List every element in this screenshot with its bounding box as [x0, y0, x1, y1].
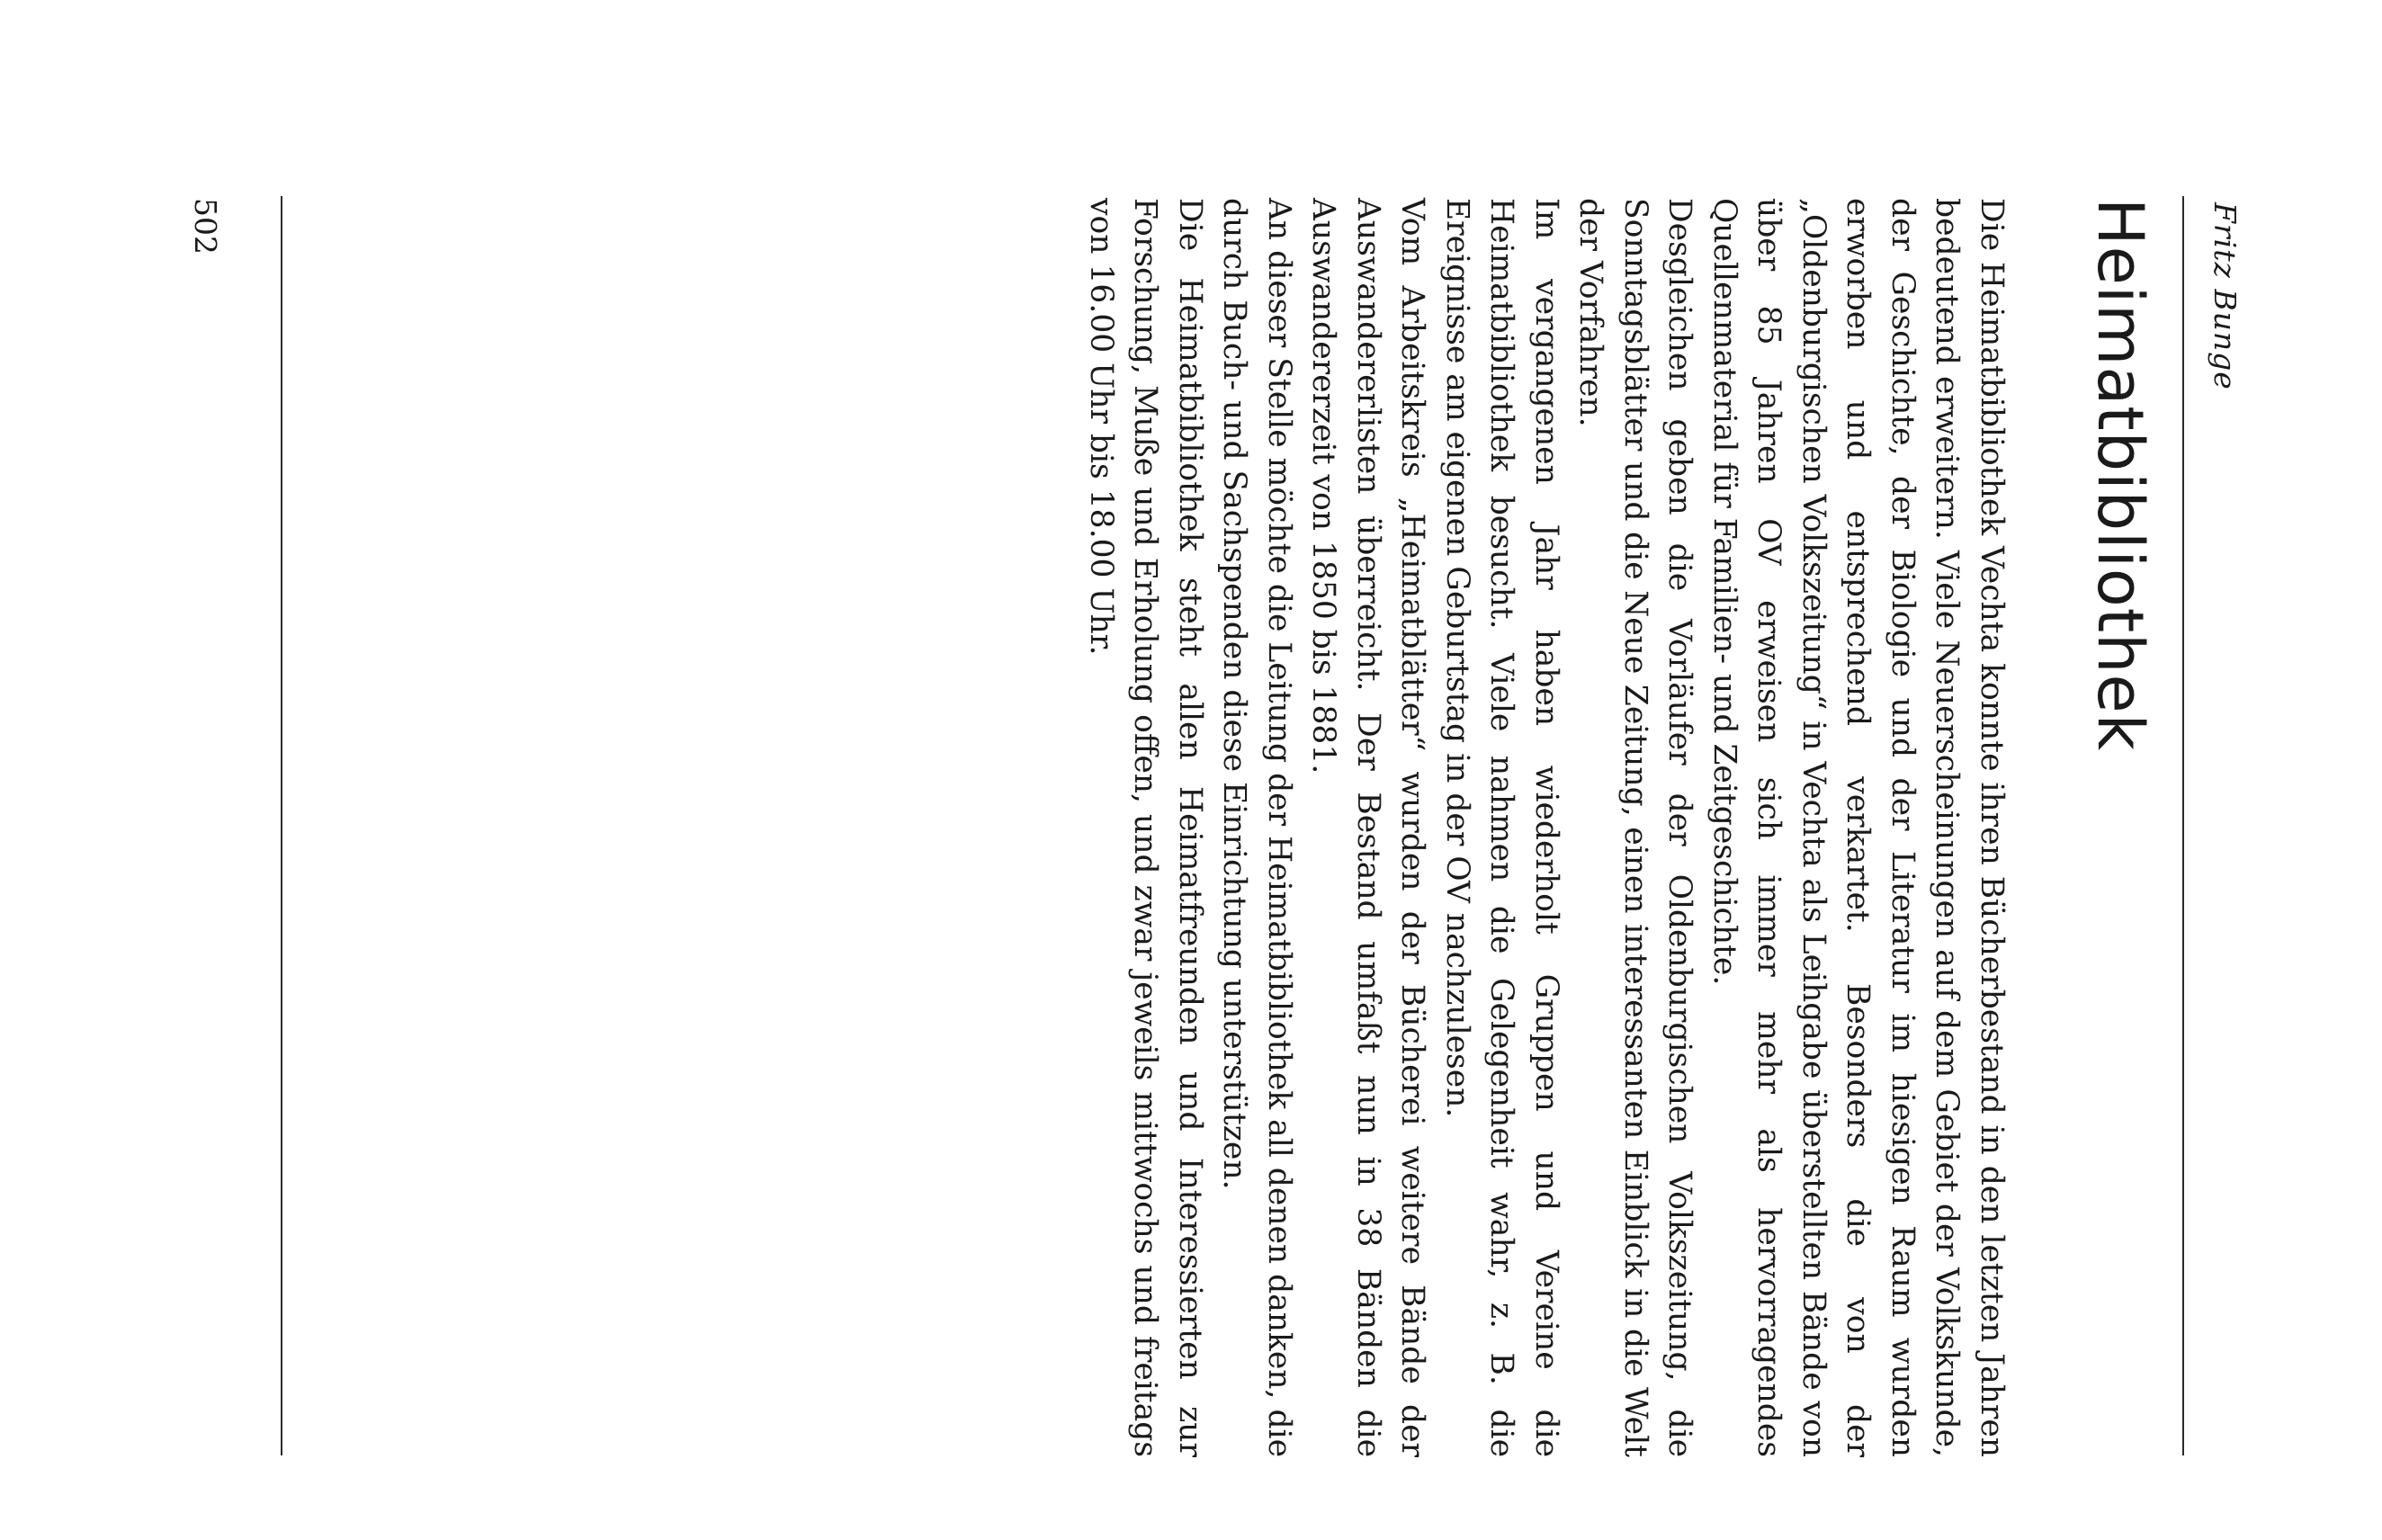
paragraph: An dieser Stelle möchte die Leitung der Heimatbibliothek all denen danken, die durch Buch- und Sachspenden diese Einrichtung unterstützen. [1216, 198, 1297, 1457]
paragraph: Die Heimatbibliothek steht allen Heimatfreunden und Interessierten zur Forschung, Muße und Erholung offen, und zwar jeweils mittwochs und freitags von 16.00 Uhr bis 18.00 Uhr. [1083, 198, 1208, 1457]
bottom-rule [281, 196, 282, 1455]
paragraph: Im vergangenen Jahr haben wiederholt Gruppen und Vereine die Heimatbibliothek besucht. Viele nahmen die Gelegenheit wahr, z. B. die Ereignisse am eigenen Geburtstag in der OV nachzulesen. [1439, 198, 1564, 1457]
paragraph: Desgleichen geben die Vorläufer der Oldenburgischen Volkszeitung, die Sonntagsblätter und die Neue Zeitung, einen interessanten Einblick in die Welt der Vorfahren. [1572, 198, 1698, 1457]
paragraph: Vom Arbeitskreis „Heimatblätter“ wurden der Bücherei weitere Bände der Auswandererlisten überreicht. Der Bestand umfaßt nun in 38 Bänden die Auswandererzeit von 1850 bis 1881. [1305, 198, 1431, 1457]
article-title: Heimatbibliothek [2083, 198, 2157, 752]
page-number: 502 [188, 198, 223, 255]
top-rule [2182, 196, 2184, 1455]
article-body [1079, 198, 2014, 1457]
running-head: Fritz Bunge [2207, 202, 2243, 390]
paragraph: Die Heimatbibliothek Vechta konnte ihren Bücherbestand in den letzten Jahren bedeutend erweitern. Viele Neuerscheinungen auf dem Gebiet der Volkskunde, der Geschichte, der Biologie und der Literatur im hiesigen Raum wurden erworben und entsprechend verkartet. Besonders die von der „Oldenburgischen Volkszeitung“ in Vechta als Leihgabe überstellten Bände von über 85 Jahren OV erweisen sich immer mehr als hervorragendes Quellenmaterial für Familien- und Zeitgeschichte. [1706, 198, 2010, 1457]
